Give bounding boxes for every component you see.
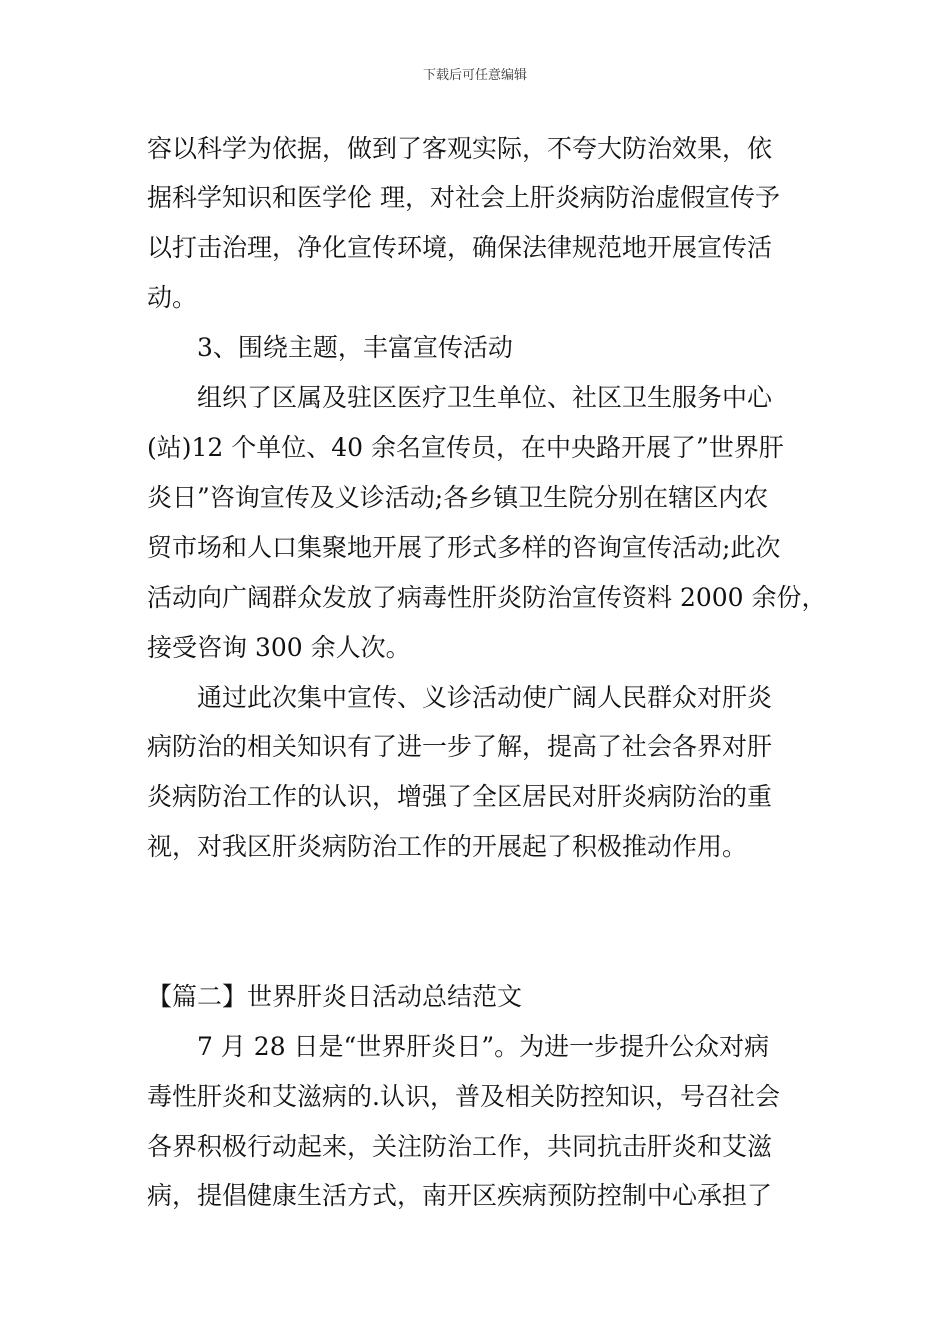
body-line: 活动向广阔群众发放了病毒性肝炎防治宣传资料 2000 余份， bbox=[147, 583, 827, 612]
body-line: 炎病防治工作的认识，增强了全区居民对肝炎病防治的重 bbox=[147, 782, 773, 811]
header-note: 下载后可任意编辑 bbox=[422, 68, 527, 83]
section-heading: 【篇二】世界肝炎日活动总结范文 bbox=[147, 982, 523, 1011]
body-line: 毒性肝炎和艾滋病的.认识，普及相关防控知识，号召社会 bbox=[147, 1082, 780, 1111]
body-line: 贸市场和人口集聚地开展了形式多样的咨询宣传活动;此次 bbox=[147, 533, 781, 562]
body-line: 病，提倡健康生活方式，南开区疾病预防控制中心承担了 bbox=[147, 1181, 773, 1210]
body-line: 据科学知识和医学伦 理，对社会上肝炎病防治虚假宣传予 bbox=[147, 183, 780, 212]
body-line: 炎日”咨询宣传及义诊活动;各乡镇卫生院分别在辖区内农 bbox=[147, 483, 769, 512]
body-line: (站)12 个单位、40 余名宣传员，在中央路开展了”世界肝 bbox=[147, 433, 784, 462]
body-line: 组织了区属及驻区医疗卫生单位、社区卫生服务中心 bbox=[197, 383, 773, 412]
body-line: 动。 bbox=[147, 283, 198, 312]
body-line: 以打击治理，净化宣传环境，确保法律规范地开展宣传活 bbox=[147, 233, 773, 262]
body-line: 7 月 28 日是“世界肝炎日”。为进一步提升公众对病 bbox=[197, 1032, 770, 1061]
body-line: 视，对我区肝炎病防治工作的开展起了积极推动作用。 bbox=[147, 832, 748, 861]
body-line: 各界积极行动起来，关注防治工作，共同抗击肝炎和艾滋 bbox=[147, 1132, 773, 1161]
section-subheading: 3、围绕主题，丰富宣传活动 bbox=[197, 333, 513, 362]
body-line: 病防治的相关知识有了进一步了解，提高了社会各界对肝 bbox=[147, 732, 773, 761]
body-line: 接受咨询 300 余人次。 bbox=[147, 633, 411, 662]
body-line: 通过此次集中宣传、义诊活动使广阔人民群众对肝炎 bbox=[197, 683, 773, 712]
body-line: 容以科学为依据，做到了客观实际，不夸大防治效果，依 bbox=[147, 134, 773, 163]
